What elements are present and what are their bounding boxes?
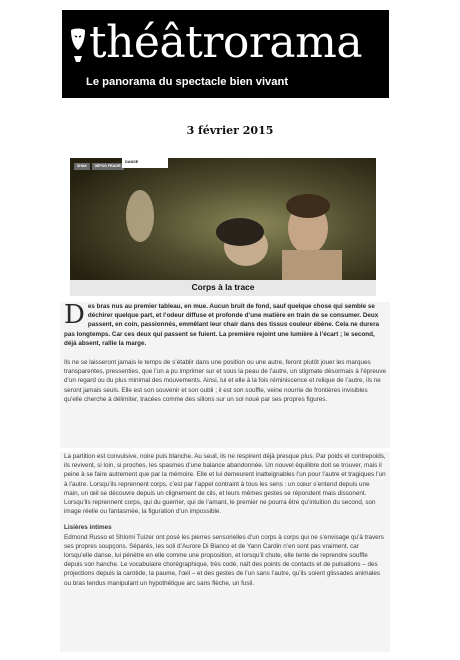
article-body (60, 452, 390, 652)
site-banner[interactable] (62, 10, 389, 98)
site-logo[interactable]: théâtrorama (88, 17, 363, 68)
site-tagline: Le panorama du spectacle bien vivant (86, 76, 289, 88)
body-paragraph: Edmond Russo et Shlomi Tuizer ont posé les pierres sensorielles d’un corps à corps qui ne s’envisage qu’à travers ses propres soupçons. Séparés, les soli d’Aurore Di Bianco et de Yann Cardin n’en sont pas vraiment, car lorsqu’elle danse, lui pénètre en elle comme une proposition, et lorsqu’il chute, elle tente de reprendre souffle depuis son hanche. Le vocabulaire chorégraphique, très codé, naît des points de contacts et de pulsations – des projections depuis la carotide, la paume, l’œil – et des gestes de l’un sans l’autre, qu’ils soient glissades animales ou bras tendus manipulant un hypothétique arc sans flèche, un fusil. (64, 533, 384, 587)
category-tag[interactable]: DANSE (122, 158, 168, 168)
body-paragraph: La partition est convulsive, noire puis blanche. Au seuil, ils ne respirent déjà presque plus. Par poids et contrepoids, ils revivent, si loin, si proches, les spasmes d’une balance abandonnée. Un nouvel équilibre doit se trouver, mais il peine à se faire autrement que par la mémoire. Elle et lui demeurent inatteignables l’un pour l’autre et tragiques l’un à l’autre. Lorsqu’ils reprennent corps, c’est par l’appel contraint à tous les sens : un cœur s’entend depuis une main, un œil se découvre depuis un clignement de cils, et leurs mêmes gestes se répondent mais dissonent. Lorsqu’ils reprennent corps, qui du guerrier, qui de l’amant, le premier ne pourra être qu’intuition du second, son image réelle ou fantasmée, la figuration d’un impossible. (64, 453, 386, 516)
featured-photo-card[interactable] (70, 158, 376, 296)
lead-paragraph (64, 302, 386, 348)
breadcrumb-item[interactable]: ЗÉРОS FRAGR (92, 163, 124, 170)
section-subheading: Lisières intimes (64, 524, 112, 532)
lead-text: es bras nus au premier tableau, en mue. Aucun bruit de fond, sauf quelque chose qui semble se déchirer quelque part, et l’odeur diffuse et profonde d’une matière en train de se consumer. Deux passent, en coin, passionnés, emmêlant leur chair dans des tissus couleur ébène. Cela ne durera pas longtemps. Car ces deux qui passent se fuient. La première rejoint une lumière à l’écart ; le second, déjà absent, rallie la marge. (64, 303, 380, 347)
breadcrumb-item[interactable]: ЗНАК (74, 163, 90, 170)
breadcrumb (74, 163, 124, 170)
article-intro (60, 302, 390, 448)
drop-cap: D (64, 300, 85, 330)
performance-photo (70, 158, 376, 280)
article-date: 3 février 2015 (186, 124, 274, 137)
photo-caption: Corps à la trace (191, 282, 255, 292)
body-paragraph: Ils ne se laisseront jamais le temps de s’établir dans une position ou une autre, feront plutôt jouer les marques transparentes, pressenties, que l’un a pu imprimer sur et sous la peau de l’autre, un stigmate désormais à l’épreuve d’un regard ou du plus minimal des mouvements. Ainsi, lui et elle à la fois réminiscence et relique de l’autre, ils ne seront jamais seuls. Elle est son souvenir et son oubli ; il est son souffle, veine nourrie de frontières invisibles qu’elle cherche à délimiter, tracées comme des sillons sur un sol noué par ses propres figures. (64, 359, 387, 403)
